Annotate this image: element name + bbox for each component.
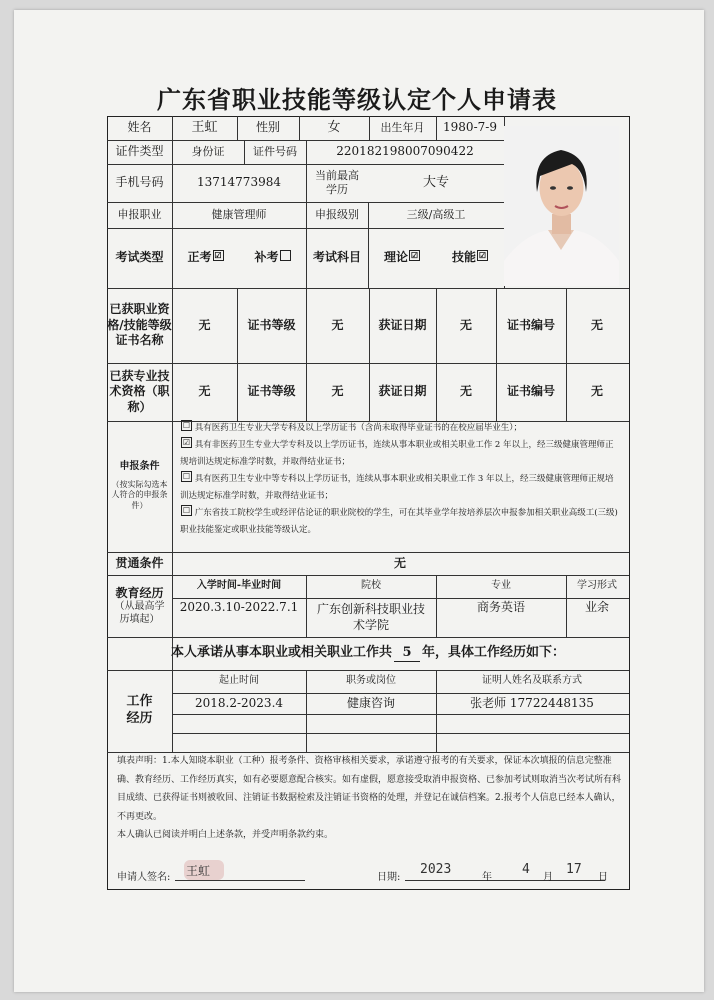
- condition-item[interactable]: ☑ 具有非医药卫生专业大学专科及以上学历证书，连续从事本职业或相关职业工作 2 年以上，经三级健康管理师正规培训达规定标准学时数，并取得结业证书；: [180, 438, 614, 467]
- conditions-label-cell: [107, 421, 172, 552]
- name-label: 姓名: [127, 120, 152, 135]
- name-value: 王虹: [191, 119, 218, 135]
- phone-value: 13714773984: [197, 175, 281, 190]
- declaration-text: 填表声明：1.本人知晓本职业（工种）报考条件、资格审核相关要求，承诺遵守报考的有关要求，保证本次填报的信息完整准确、教育经历、工作经历真实，如有必要愿意配合核实。如有虚假，愿意接受取消申报资格、已参加考试则取消当次考试所有科目成绩、已获得证书则被收回、注销证书数据检索及注销证书资格的处理，并登记在诚信档案。2.报考个人信息已经本人确认，不再更改。: [117, 756, 622, 822]
- major-value: 商务英语: [476, 600, 525, 615]
- date-day-value: 17: [566, 862, 582, 877]
- skill-option[interactable]: 技能 ☑: [451, 250, 487, 265]
- gender-label: 性别: [255, 120, 280, 135]
- formal-exam-option[interactable]: 正考 ☑: [187, 250, 222, 265]
- connect-value: 无: [393, 555, 406, 570]
- year-label: 年: [482, 872, 492, 883]
- form-title: 广东省职业技能等级认定个人申请表: [157, 86, 557, 114]
- title-cert-number-label: 证书编号: [506, 384, 555, 399]
- title-cert-number-value: 无: [590, 384, 603, 399]
- connect-label: 贯通条件: [115, 555, 164, 570]
- issue-date-label: 获证日期: [378, 317, 427, 332]
- birth-value: 1980-7-9: [443, 120, 497, 135]
- level-value: 三级/高级工: [406, 207, 466, 221]
- title-issue-date-label: 获证日期: [378, 384, 427, 399]
- obtained-title-value: 无: [198, 384, 211, 399]
- witness-value: 张老师 17722448135: [470, 695, 594, 710]
- birth-label: 出生年月: [380, 120, 425, 134]
- witness-header: 证明人姓名及联系方式: [482, 675, 582, 687]
- theory-option[interactable]: 理论 ☑: [383, 250, 419, 265]
- position-header: 职务或岗位: [346, 675, 396, 687]
- obtained-title-label: 已获专业技术资格（职称）: [109, 368, 170, 414]
- school-value: 广东创新科技职业技术学院: [316, 601, 425, 632]
- applicant-photo: [504, 126, 619, 286]
- condition-item[interactable]: ☐ 具有医药卫生专业中等专科以上学历证书，连续从事本职业或相关职业工作 3 年以上，经三级健康管理师正规培训达规定标准学时数，并取得结业证书；: [180, 472, 614, 501]
- declaration: [117, 752, 625, 845]
- id-number-label: 证件号码: [253, 144, 297, 158]
- makeup-exam-option[interactable]: 补考: [254, 250, 290, 266]
- title-issue-date-value: 无: [459, 384, 472, 399]
- skill-checkbox[interactable]: ☑: [478, 250, 487, 261]
- work-start-header: 起止时间: [219, 675, 259, 687]
- cert-level-value: 无: [331, 317, 344, 332]
- edu-time-header: 入学时间-毕业时间: [196, 580, 282, 592]
- title-cert-level-label: 证书等级: [247, 384, 296, 399]
- study-form-value: 业余: [584, 600, 609, 615]
- formal-checkbox[interactable]: ☑: [214, 250, 222, 261]
- occupation-value: 健康管理师: [211, 207, 267, 221]
- commitment-line: 本人承诺从事本职业或相关职业工作共 5 年，具体工作经历如下：: [107, 637, 629, 670]
- date-label: 日期:: [377, 872, 401, 883]
- occupation-label: 申报职业: [117, 207, 162, 221]
- signature-label: 申请人签名:: [117, 872, 171, 883]
- condition-item[interactable]: ☐ 具有医药卫生专业大学专科及以上学历证书（含尚未取得毕业证书的在校应届毕业生）；: [182, 421, 522, 433]
- condition-item[interactable]: ☐ 广东省技工院校学生或经评估论证的职业院校的学生，可在其毕业学年按培养层次申报参加相关职业高级工(三级)职业技能鉴定或职业技能等级认定。: [180, 506, 618, 535]
- exam-subject-options: [368, 228, 504, 288]
- edu-history-note: （从最高学历填起）: [114, 601, 165, 625]
- obtained-skill-label: 已获职业资格/技能等级证书名称: [107, 302, 172, 348]
- conditions-label: 申报条件: [119, 461, 160, 473]
- education-value: 大专: [422, 174, 449, 190]
- cert-number-label: 证书编号: [506, 317, 555, 332]
- condition-3-checkbox[interactable]: ☐: [182, 472, 191, 481]
- edu-history-label-cell: [107, 575, 172, 637]
- issue-date-value: 无: [459, 317, 472, 332]
- date-month-value: 4: [522, 862, 530, 877]
- conditions-note: （按实际勾选本人符合的申报条件）: [111, 479, 168, 511]
- declaration-confirm: 本人确认已阅读并明白上述条款，并受声明条款约束。: [117, 830, 334, 840]
- conditions-list: [180, 420, 620, 539]
- major-header: 专业: [491, 580, 511, 592]
- edu-time-value: 2020.3.10-2022.7.1: [179, 600, 299, 615]
- edu-history-label: 教育经历: [115, 585, 164, 600]
- makeup-checkbox[interactable]: [280, 250, 291, 261]
- phone-label: 手机号码: [115, 175, 164, 190]
- exam-type-options: [172, 228, 306, 288]
- condition-2-checkbox[interactable]: ☑: [182, 438, 191, 447]
- work-time-value: 2018.2-2023.4: [194, 695, 284, 710]
- signature-value: 王虹: [186, 864, 211, 878]
- position-value: 健康咨询: [346, 695, 395, 710]
- school-header: 院校: [361, 580, 381, 592]
- exam-subject-label: 考试科目: [312, 250, 361, 265]
- id-type-value: 身份证: [191, 144, 225, 158]
- theory-checkbox[interactable]: ☑: [410, 250, 419, 261]
- cert-level-label: 证书等级: [247, 317, 296, 332]
- day-label: 日: [598, 872, 608, 883]
- gender-value: 女: [327, 119, 341, 135]
- exam-type-label: 考试类型: [115, 250, 164, 265]
- cert-number-value: 无: [590, 317, 603, 332]
- work-history-label: 工作经历: [126, 694, 153, 726]
- date-year-value: 2023: [420, 862, 452, 877]
- study-form-header: 学习形式: [577, 580, 617, 592]
- commitment-years: 5: [394, 645, 420, 663]
- title-cert-level-value: 无: [331, 384, 344, 399]
- obtained-skill-value: 无: [198, 317, 211, 332]
- id-number-value: 220182198007090422: [336, 144, 474, 159]
- level-label: 申报级别: [315, 207, 359, 221]
- condition-4-checkbox[interactable]: ☐: [182, 506, 191, 515]
- month-label: 月: [543, 872, 553, 883]
- condition-1-checkbox[interactable]: ☐: [182, 421, 191, 430]
- education-label: 当前最高学历: [315, 168, 359, 196]
- id-type-label: 证件类型: [115, 144, 164, 159]
